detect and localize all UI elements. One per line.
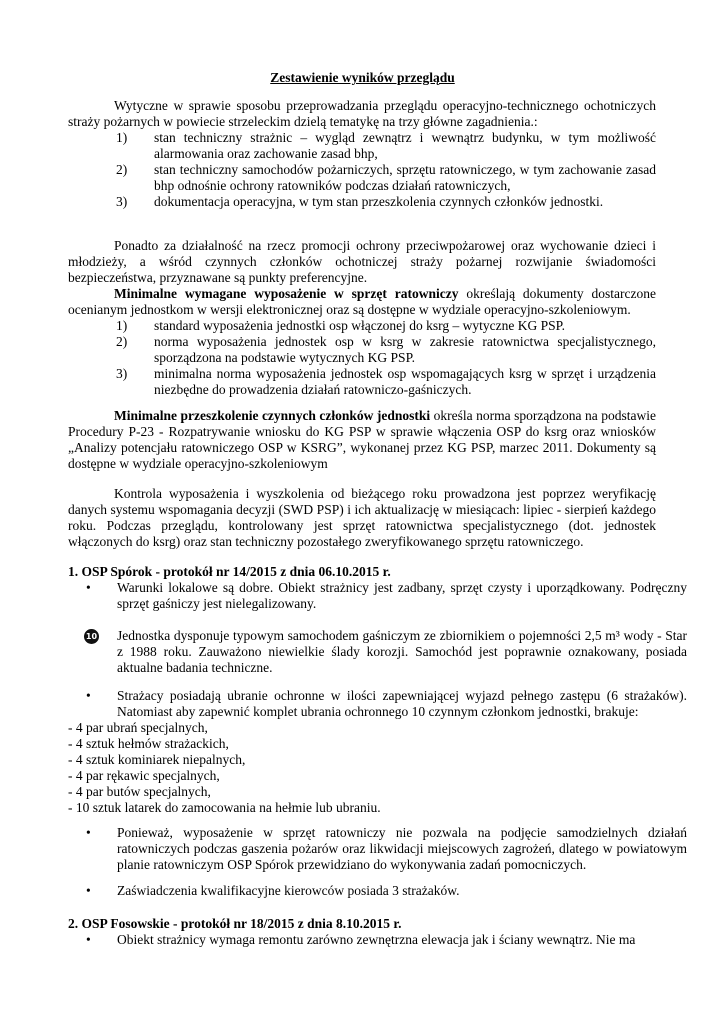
list-item: 1) standard wyposażenia jednostki osp włączonej do ksrg – wytyczne KG PSP. <box>116 318 566 333</box>
list-item: • Strażacy posiadają ubranie ochronne w ilości zapewniającej wyjazd pełnego zastępu (6 strażaków). Natomiast aby zapewnić komplet ubrania ochronnego 10 czynnym członkom jednostki, brakuje: <box>86 688 687 719</box>
bullet-icon: • <box>86 688 91 703</box>
list-item: • Zaświadczenia kwalifikacyjne kierowców posiada 3 strażaków. <box>86 883 460 898</box>
bullet-icon: • <box>86 883 91 898</box>
list-item: - 4 par ubrań specjalnych, <box>68 720 208 735</box>
bullet-icon: • <box>86 932 91 947</box>
bullet-icon: • <box>86 580 91 595</box>
numbered-circle-icon: 10 <box>84 629 99 644</box>
section-heading-fosowskie: 2. OSP Fosowskie - protokół nr 18/2015 z dnia 8.10.2015 r. <box>68 916 402 931</box>
equipment-list <box>116 318 656 398</box>
list-item: 2) norma wyposażenia jednostek osp w ksrg w zakresie ratownictwa specjalistycznego, sporządzona na podstawie wytycznych KG PSP. <box>116 334 656 365</box>
list-item: - 4 sztuk hełmów strażackich, <box>68 736 229 751</box>
training-paragraph: Minimalne przeszkolenie czynnych członków jednostki określa norma sporządzona na podstawie Procedury P-23 - Rozpatrywanie wniosku do KG PSP w sprawie włączenia OSP do ksrg oraz wniosków „Analizy potencjału ratowniczego OSP w KSRG”, wykonanej przez KG PSP, marzec 2011. Dokumenty są dostępne w wydziale operacyjno-szkoleniowym <box>68 408 656 471</box>
list-item: - 4 par rękawic specjalnych, <box>68 768 220 783</box>
section-heading-sporok: 1. OSP Spórok - protokół nr 14/2015 z dnia 06.10.2015 r. <box>68 564 391 579</box>
intro-list <box>116 130 656 210</box>
list-item: 2) stan techniczny samochodów pożarniczych, sprzętu ratowniczego, w tym zachowanie zasad bhp odnośnie ochrony ratowników podczas działań ratowniczych, <box>116 162 656 193</box>
equipment-paragraph: Minimalne wymagane wyposażenie w sprzęt ratowniczy określają dokumenty dostarczone ocenianym jednostkom w wersji elektronicznej oraz są dostępne w wydziale operacyjno-szkoleniowym. <box>68 286 656 317</box>
list-item: • Obiekt strażnicy wymaga remontu zarówno zewnętrzna elewacja jak i ściany wewnątrz. Nie ma <box>86 932 636 947</box>
list-item: 1) stan techniczny strażnic – wygląd zewnątrz i wewnątrz budynku, w tym możliwość alarmowania oraz zachowanie zasad bhp, <box>116 130 656 161</box>
bonus-paragraph: Ponadto za działalność na rzecz promocji ochrony przeciwpożarowej oraz wychowanie dzieci i młodzieży, a wśród czynnych członków ochotniczej straży pożarnej rozwijanie świadomości bezpieczeństwa, przyznawane są punkty preferencyjne. <box>68 238 656 285</box>
equipment-heading: Minimalne wymagane wyposażenie w sprzęt ratowniczy <box>114 286 459 301</box>
list-item: - 10 sztuk latarek do zamocowania na hełmie lub ubraniu. <box>68 800 381 815</box>
missing-equipment-list <box>68 720 656 816</box>
list-item: • Ponieważ, wyposażenie w sprzęt ratowniczy nie pozwala na podjęcie samodzielnych działań ratowniczych podczas gaszenia pożarów oraz likwidacji miejscowych zagrożeń, dlatego w powiatowym planie ratowniczym OSP Spórok przewidziano do wykonywania zadań pomocniczych. <box>86 825 687 872</box>
control-paragraph: Kontrola wyposażenia i wyszkolenia od bieżącego roku prowadzona jest poprzez weryfikację danych systemu wspomagania decyzji (SWD PSP) i ich aktualizację w miesiącach: lipiec - sierpień każdego roku. Podczas przeglądu, kontrolowany jest sprzęt ratownictwa specjalistycznego (dot. jednostek włączonych do ksrg) oraz stan techniczny pozostałego zweryfikowanego sprzętu ratowniczego. <box>68 486 656 549</box>
list-item: - 4 sztuk kominiarek niepalnych, <box>68 752 246 767</box>
list-item: • Warunki lokalowe są dobre. Obiekt strażnicy jest zadbany, sprzęt czysty i uporządkowany. Podręczny sprzęt gaśniczy jest nielegalizowany. <box>86 580 687 611</box>
list-item: 3) dokumentacja operacyjna, w tym stan przeszkolenia czynnych członków jednostki. <box>116 194 604 209</box>
list-item: 10 Jednostka dysponuje typowym samochodem gaśniczym ze zbiornikiem o pojemności 2,5 m³ wody - Star z 1988 roku. Zauważono niewielkie ślady korozji. Samochód jest poprawnie oznakowany, posiada aktualne badania techniczne. <box>85 628 687 675</box>
list-item: - 4 par butów specjalnych, <box>68 784 211 799</box>
intro-paragraph: Wytyczne w sprawie sposobu przeprowadzania przeglądu operacyjno-technicznego ochotniczych straży pożarnych w powiecie strzeleckim dzielą tematykę na trzy główne zagadnienia.: <box>68 98 656 129</box>
document-title: Zestawienie wyników przeglądu <box>270 70 455 85</box>
list-item: 3) minimalna norma wyposażenia jednostek osp wspomagających ksrg w sprzęt i urządzenia niezbędne do prowadzenia działań ratowniczo-gaśniczych. <box>116 366 656 397</box>
bullet-icon: • <box>86 825 91 840</box>
training-heading: Minimalne przeszkolenie czynnych członków jednostki <box>114 408 431 423</box>
